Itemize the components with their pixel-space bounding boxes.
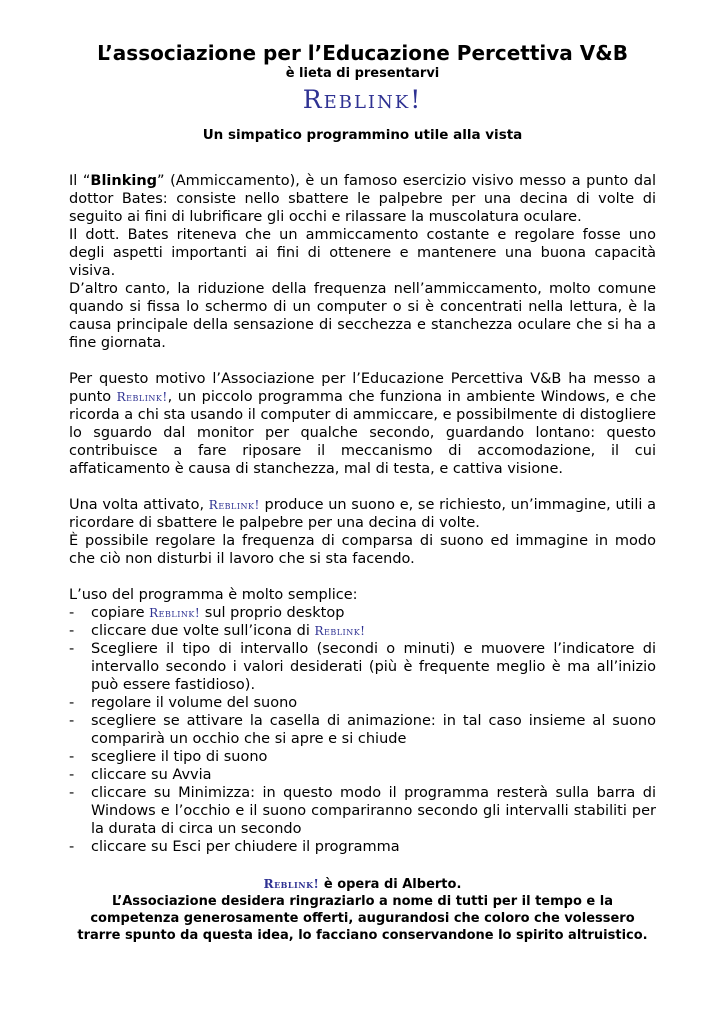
brand-inline: Reblink! <box>116 390 168 404</box>
list-item: - cliccare su Esci per chiudere il programma <box>69 839 400 855</box>
blinking-term: Blinking <box>90 173 158 189</box>
thanks-text: L’Associazione desidera ringraziarlo a nome di tutti per il tempo e la competenza generosamente offerti, augurandosi che coloro che volessero trarre spunto da questa idea, lo facciano conservandone lo spirito altruistico. <box>77 894 648 943</box>
page-title: L’associazione per l’Educazione Percettiva V&B <box>97 41 628 65</box>
document-page <box>69 40 656 944</box>
usage-steps-list <box>69 604 656 856</box>
brand-inline: Reblink! <box>263 877 320 891</box>
list-item: - cliccare due volte sull’icona di Reblink! <box>69 623 366 639</box>
list-item: - Scegliere il tipo di intervallo (secondi o minuti) e muovere l’indicatore di intervallo secondo i valori desiderati (più è frequente meglio è ma all’inizio può essere fastidioso). <box>69 641 656 693</box>
usage-intro: L’uso del programma è molto semplice: <box>69 587 358 603</box>
acknowledgement-footer <box>69 876 656 944</box>
page-subtitle: è lieta di presentarvi <box>285 66 440 81</box>
list-item: - cliccare su Minimizza: in questo modo il programma resterà sulla barra di Windows e l’occhio e il suono compariranno secondo gli intervalli stabiliti per la durata di circa un secondo <box>69 785 656 837</box>
blink-reduction-note: D’altro canto, la riduzione della frequenza nell’ammiccamento, molto comune quando si fissa lo schermo di un computer o si è concentrati nella lettura, è la causa principale della sensazione di secchezza e stanchezza oculare che si ha a fine giornata. <box>69 281 656 351</box>
bates-opinion: Il dott. Bates riteneva che un ammiccamento costante e regolare fosse uno degli aspetti importanti ai fini di ottenere e mantenere una buona capacità visiva. <box>69 227 656 279</box>
list-item: - regolare il volume del suono <box>69 695 298 711</box>
intro-paragraph <box>69 172 656 352</box>
list-item: - copiare Reblink! sul proprio desktop <box>69 605 345 621</box>
program-name-heading: Reblink! <box>302 85 423 114</box>
list-item: - scegliere se attivare la casella di animazione: in tal caso insieme al suono comparirà un occhio che si apre e si chiude <box>69 713 656 747</box>
usage-section <box>69 586 656 856</box>
purpose-paragraph: Per questo motivo l’Associazione per l’Educazione Percettiva V&B ha messo a punto Reblink!, un piccolo programma che funziona in ambiente Windows, e che ricorda a chi sta usando il computer di ammiccare, e possibilmente di distogliere lo sguardo dal monitor per qualche secondo, guardando lontano: questo contribuisce a fare riposare il meccanismo di accomodazione, il cui affaticamento è causa di stanchezza, mal di testa, e cattiva visione. <box>69 371 656 477</box>
brand-inline: Reblink! <box>149 606 201 620</box>
activation-paragraph: Una volta attivato, Reblink! produce un suono e, se richiesto, un’immagine, utili a ricordare di sbattere le palpebre per una decina di volte. È possibile regolare la frequenza di comparsa di suono ed immagine in modo che ciò non disturbi il lavoro che si sta facendo. <box>69 497 656 567</box>
brand-inline: Reblink! <box>314 624 366 638</box>
tagline: Un simpatico programmino utile alla vista <box>202 127 523 143</box>
blinking-definition: Il “Blinking” (Ammiccamento), è un famoso esercizio visivo messo a punto dal dottor Bates: consiste nello sbattere le palpebre per una decina di volte di seguito ai fini di lubrificare gli occhi e rilassare la muscolatura oculare. <box>69 173 656 225</box>
list-item: - scegliere il tipo di suono <box>69 749 268 765</box>
brand-inline: Reblink! <box>208 498 260 512</box>
author-credit: Reblink! è opera di Alberto. <box>263 877 462 892</box>
list-item: - cliccare su Avvia <box>69 767 212 783</box>
